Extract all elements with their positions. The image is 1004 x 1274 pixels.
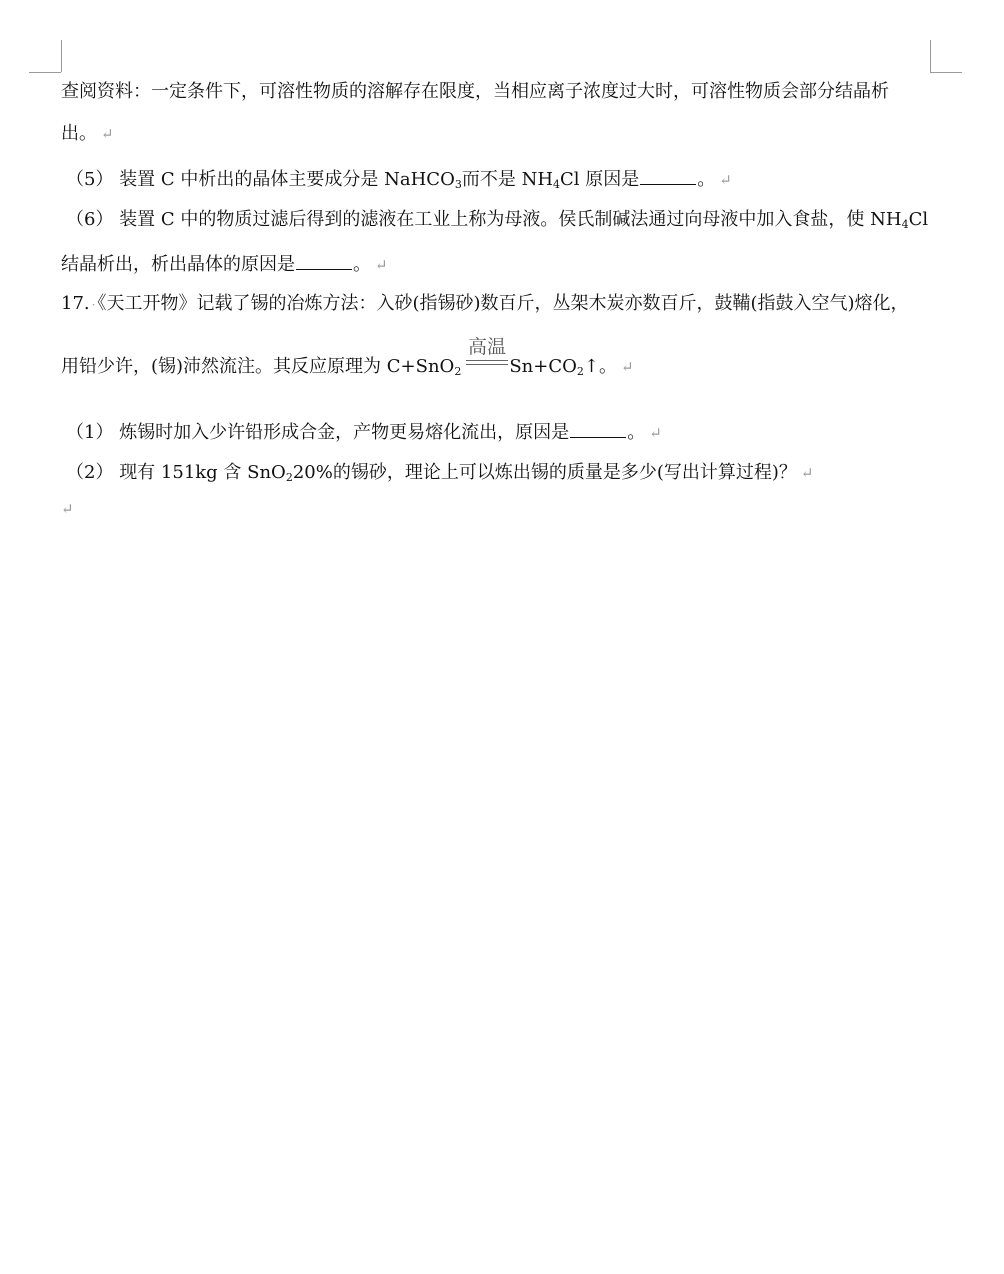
question-17-line-1 <box>61 292 909 317</box>
crop-mark-top-left <box>29 72 61 73</box>
paragraph-mark-icon: ↵ <box>800 464 814 482</box>
question-text: 用铅少许，(锡)沛然流注。其反应原理为 C+SnO <box>61 356 455 377</box>
reaction-arrow-line <box>466 364 508 365</box>
reference-text: 查阅资料：一定条件下，可溶性物质的溶解存在限度，当相应离子浓度过大时，可溶性物质会部分结晶析 <box>61 81 889 102</box>
subscript: 2 <box>285 471 293 484</box>
question-text: Cl <box>908 209 929 230</box>
answer-blank[interactable] <box>570 419 626 438</box>
paragraph-mark-icon: ↵ <box>101 125 114 143</box>
answer-blank[interactable] <box>296 251 352 270</box>
reference-text: 出。 <box>61 123 97 144</box>
question-text: 20%的锡砂，理论上可以炼出锡的质量是多少(写出计算过程)？ <box>292 462 797 483</box>
subscript: 3 <box>454 178 462 191</box>
question-text: 。 <box>697 169 716 190</box>
question-17-line-2 <box>61 355 634 379</box>
crop-mark-top-left <box>61 40 62 72</box>
paragraph-mark-icon: ↵ <box>620 358 634 376</box>
paragraph-mark-icon: ↵ <box>375 256 388 274</box>
reference-paragraph-line-2 <box>61 122 114 146</box>
empty-paragraph <box>61 497 74 521</box>
question-text: Sn+CO <box>509 356 577 377</box>
space-mark-icon: · <box>91 298 96 312</box>
question-number: （1） <box>66 422 114 443</box>
reaction-arrow-line <box>466 360 508 361</box>
question-text: Cl 原因是 <box>560 169 640 190</box>
paragraph-mark-icon: ↵ <box>719 171 732 189</box>
question-text: 炼锡时加入少许铅形成合金，产物更易熔化流出，原因是 <box>119 422 570 443</box>
question-text: 装置 C 中析出的晶体主要成分是 NaHCO <box>119 169 455 190</box>
question-text: 而不是 NH <box>461 169 554 190</box>
crop-mark-top-right <box>930 72 962 73</box>
question-text: 结晶析出，析出晶体的原因是 <box>61 254 295 275</box>
question-number: （5） <box>66 169 114 190</box>
subscript: 4 <box>553 178 561 191</box>
question-text: 现有 151kg 含 SnO <box>119 462 286 483</box>
question-6-line-2 <box>61 251 388 277</box>
question-text: 装置 C 中的物质过滤后得到的滤液在工业上称为母液。侯氏制碱法通过向母液中加入食盐，使 NH <box>119 209 902 230</box>
question-17-2 <box>66 461 813 485</box>
question-17-1 <box>66 419 662 445</box>
answer-blank[interactable] <box>640 166 696 185</box>
question-number: 17. <box>61 293 90 314</box>
question-text: 。 <box>627 422 646 443</box>
reaction-condition-label: 高温 <box>467 336 506 358</box>
paragraph-mark-icon: ↵ <box>649 424 662 442</box>
subscript: 2 <box>454 365 462 378</box>
paragraph-mark-icon: ↵ <box>61 500 74 518</box>
subscript: 2 <box>576 365 584 378</box>
question-text: ↑。 <box>583 356 617 377</box>
question-5 <box>66 166 732 192</box>
question-text: 。 <box>353 254 371 275</box>
question-text: 《天工开物》记载了锡的冶炼方法：入砂(指锡砂)数百斤，丛架木炭亦数百斤，鼓鞴(指鼓入空气)熔化， <box>97 293 909 314</box>
reference-paragraph-line-1 <box>61 80 889 104</box>
reaction-condition <box>466 336 508 365</box>
subscript: 4 <box>901 218 909 231</box>
crop-mark-top-right <box>930 40 931 72</box>
question-6-line-1 <box>66 208 928 232</box>
question-number: （6） <box>66 209 114 230</box>
question-number: （2） <box>66 462 114 483</box>
